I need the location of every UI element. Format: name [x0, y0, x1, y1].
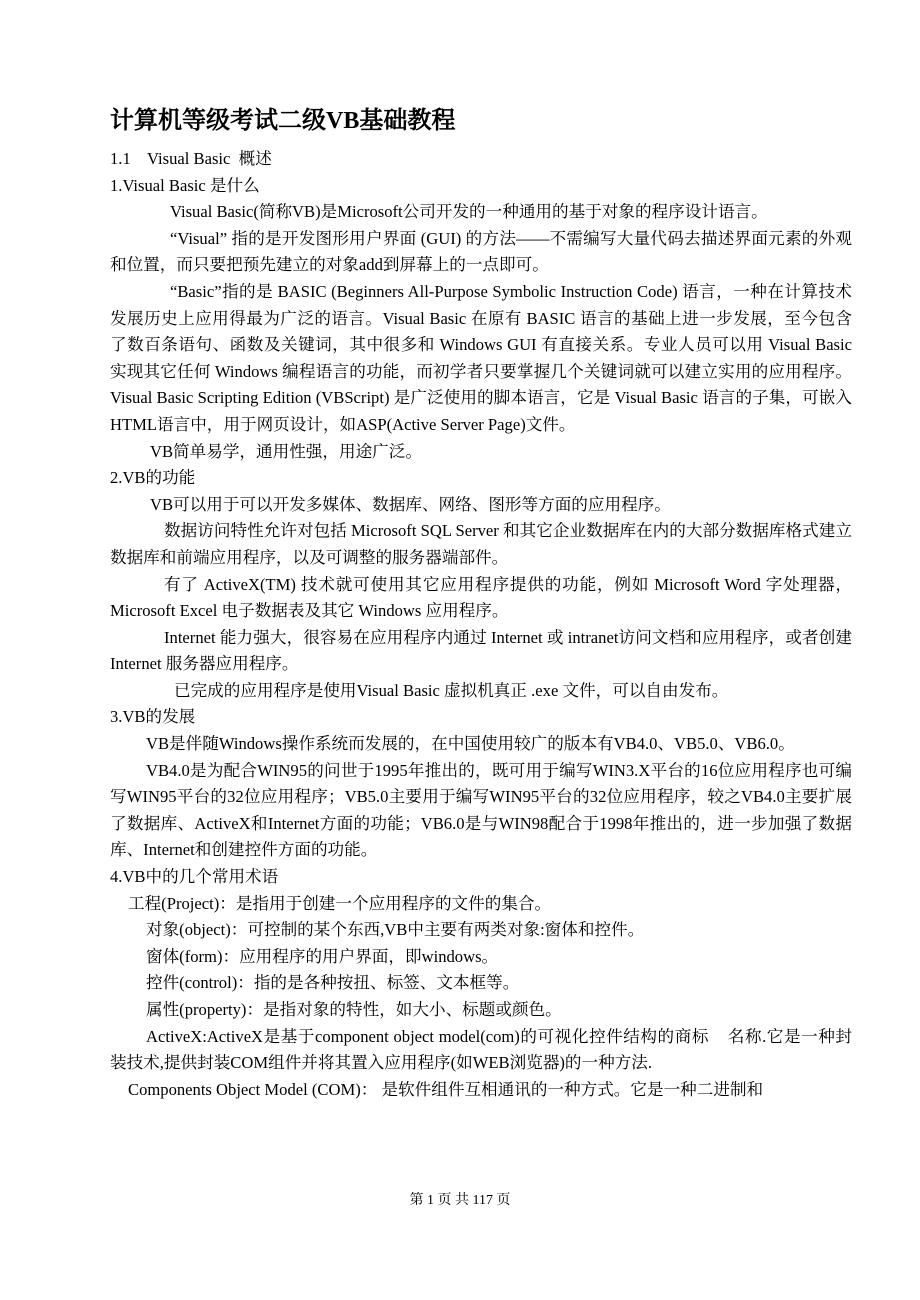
term-form: 窗体(form)：应用程序的用户界面，即windows。 — [146, 946, 499, 966]
section-heading-1-1: 1.1 Visual Basic 概述 — [110, 149, 272, 168]
page-title: 计算机等级考试二级VB基础教程 — [110, 108, 456, 134]
paragraph-visual: “Visual” 指的是开发图形用户界面 (GUI) 的方法——不需编写大量代码去描述界面元素的外观和位置，而只要把预先建立的对象add到屏幕上的一点即可。 — [110, 228, 852, 275]
term-activex: ActiveX:ActiveX是基于component object model(com)的可视化控件结构的商标 名称.它是一种封装技术,提供封装COM组件并将其置入应用程序(如WEB浏览器)的一种方法. — [110, 1026, 852, 1073]
term-object: 对象(object)：可控制的某个东西,VB中主要有两类对象:窗体和控件。 — [146, 920, 645, 940]
paragraph-function-5: 已完成的应用程序是使用Visual Basic 虚拟机真正 .exe 文件，可以自由发布。 — [174, 680, 729, 700]
heading-vb-terms: 4.VB中的几个常用术语 — [110, 867, 279, 887]
heading-vb-development: 3.VB的发展 — [110, 707, 196, 727]
paragraph-function-4: Internet 能力强大，很容易在应用程序内通过 Internet 或 intranet访问文档和应用程序，或者创建 Internet 服务器应用程序。 — [110, 627, 852, 674]
paragraph-development-2: VB4.0是为配合WIN95的问世于1995年推出的，既可用于编写WIN3.X平台的16位应用程序也可编写WIN95平台的32位应用程序；VB5.0主要用于编写WIN95平台的32位应用程序，较之VB4.0主要扩展了数据库、ActiveX和Internet方面的功能；VB6.0是与WIN98配合于1998年推出的，进一步加强了数据库、Internet和创建控件方面的功能。 — [110, 760, 852, 860]
paragraph-function-2: 数据访问特性允许对包括 Microsoft SQL Server 和其它企业数据库在内的大部分数据库格式建立数据库和前端应用程序，以及可调整的服务器端部件。 — [110, 521, 852, 567]
term-project: 工程(Project)：是指用于创建一个应用程序的文件的集合。 — [128, 893, 552, 913]
page-number-footer: 第 1 页 共 117 页 — [409, 1193, 511, 1208]
paragraph-basic: “Basic”指的是 BASIC (Beginners All-Purpose Symbolic Instruction Code) 语言，一种在计算技术发展历史上应用得最为广泛的语言。Visual Basic 在原有 BASIC 语言的基础上进一步发展，至今包含了数百条语句、函数及关键词，其中很多和 Windows GUI 有直接关系。专业人员可以用 Visual Basic 实现其它任何 Windows 编程语言的功能，而初学者只要掌握几个关键词就可以建立实用的应用程序。Visual Basic Scripting Edition (VBScript) 是广泛使用的脚本语言，它是 Visual Basic 语言的子集，可嵌入HTML语言中，用于网页设计，如ASP(Active Server Page)文件。 — [110, 281, 852, 434]
paragraph-development-1: VB是伴随Windows操作系统而发展的，在中国使用较广的版本有VB4.0、VB5.0、VB6.0。 — [146, 734, 795, 754]
term-property: 属性(property)：是指对象的特性，如大小、标题或颜色。 — [146, 1000, 562, 1019]
paragraph-function-1: VB可以用于可以开发多媒体、数据库、网络、图形等方面的应用程序。 — [150, 494, 671, 514]
document-body — [110, 146, 852, 1103]
heading-what-is-vb: 1.Visual Basic 是什么 — [110, 175, 260, 195]
term-control: 控件(control)：指的是各种按扭、标签、文本框等。 — [146, 973, 520, 993]
paragraph-easy: VB简单易学，通用性强，用途广泛。 — [150, 441, 422, 461]
paragraph-function-3: 有了 ActiveX(TM) 技术就可使用其它应用程序提供的功能，例如 Microsoft Word 字处理器，Microsoft Excel 电子数据表及其它 Windows 应用程序。 — [110, 574, 852, 621]
paragraph-definition: Visual Basic(简称VB)是Microsoft公司开发的一种通用的基于对象的程序设计语言。 — [170, 202, 768, 222]
term-com: Components Object Model (COM)： 是软件组件互相通讯的一种方式。它是一种二进制和 — [128, 1079, 764, 1099]
heading-vb-functions: 2.VB的功能 — [110, 468, 196, 488]
